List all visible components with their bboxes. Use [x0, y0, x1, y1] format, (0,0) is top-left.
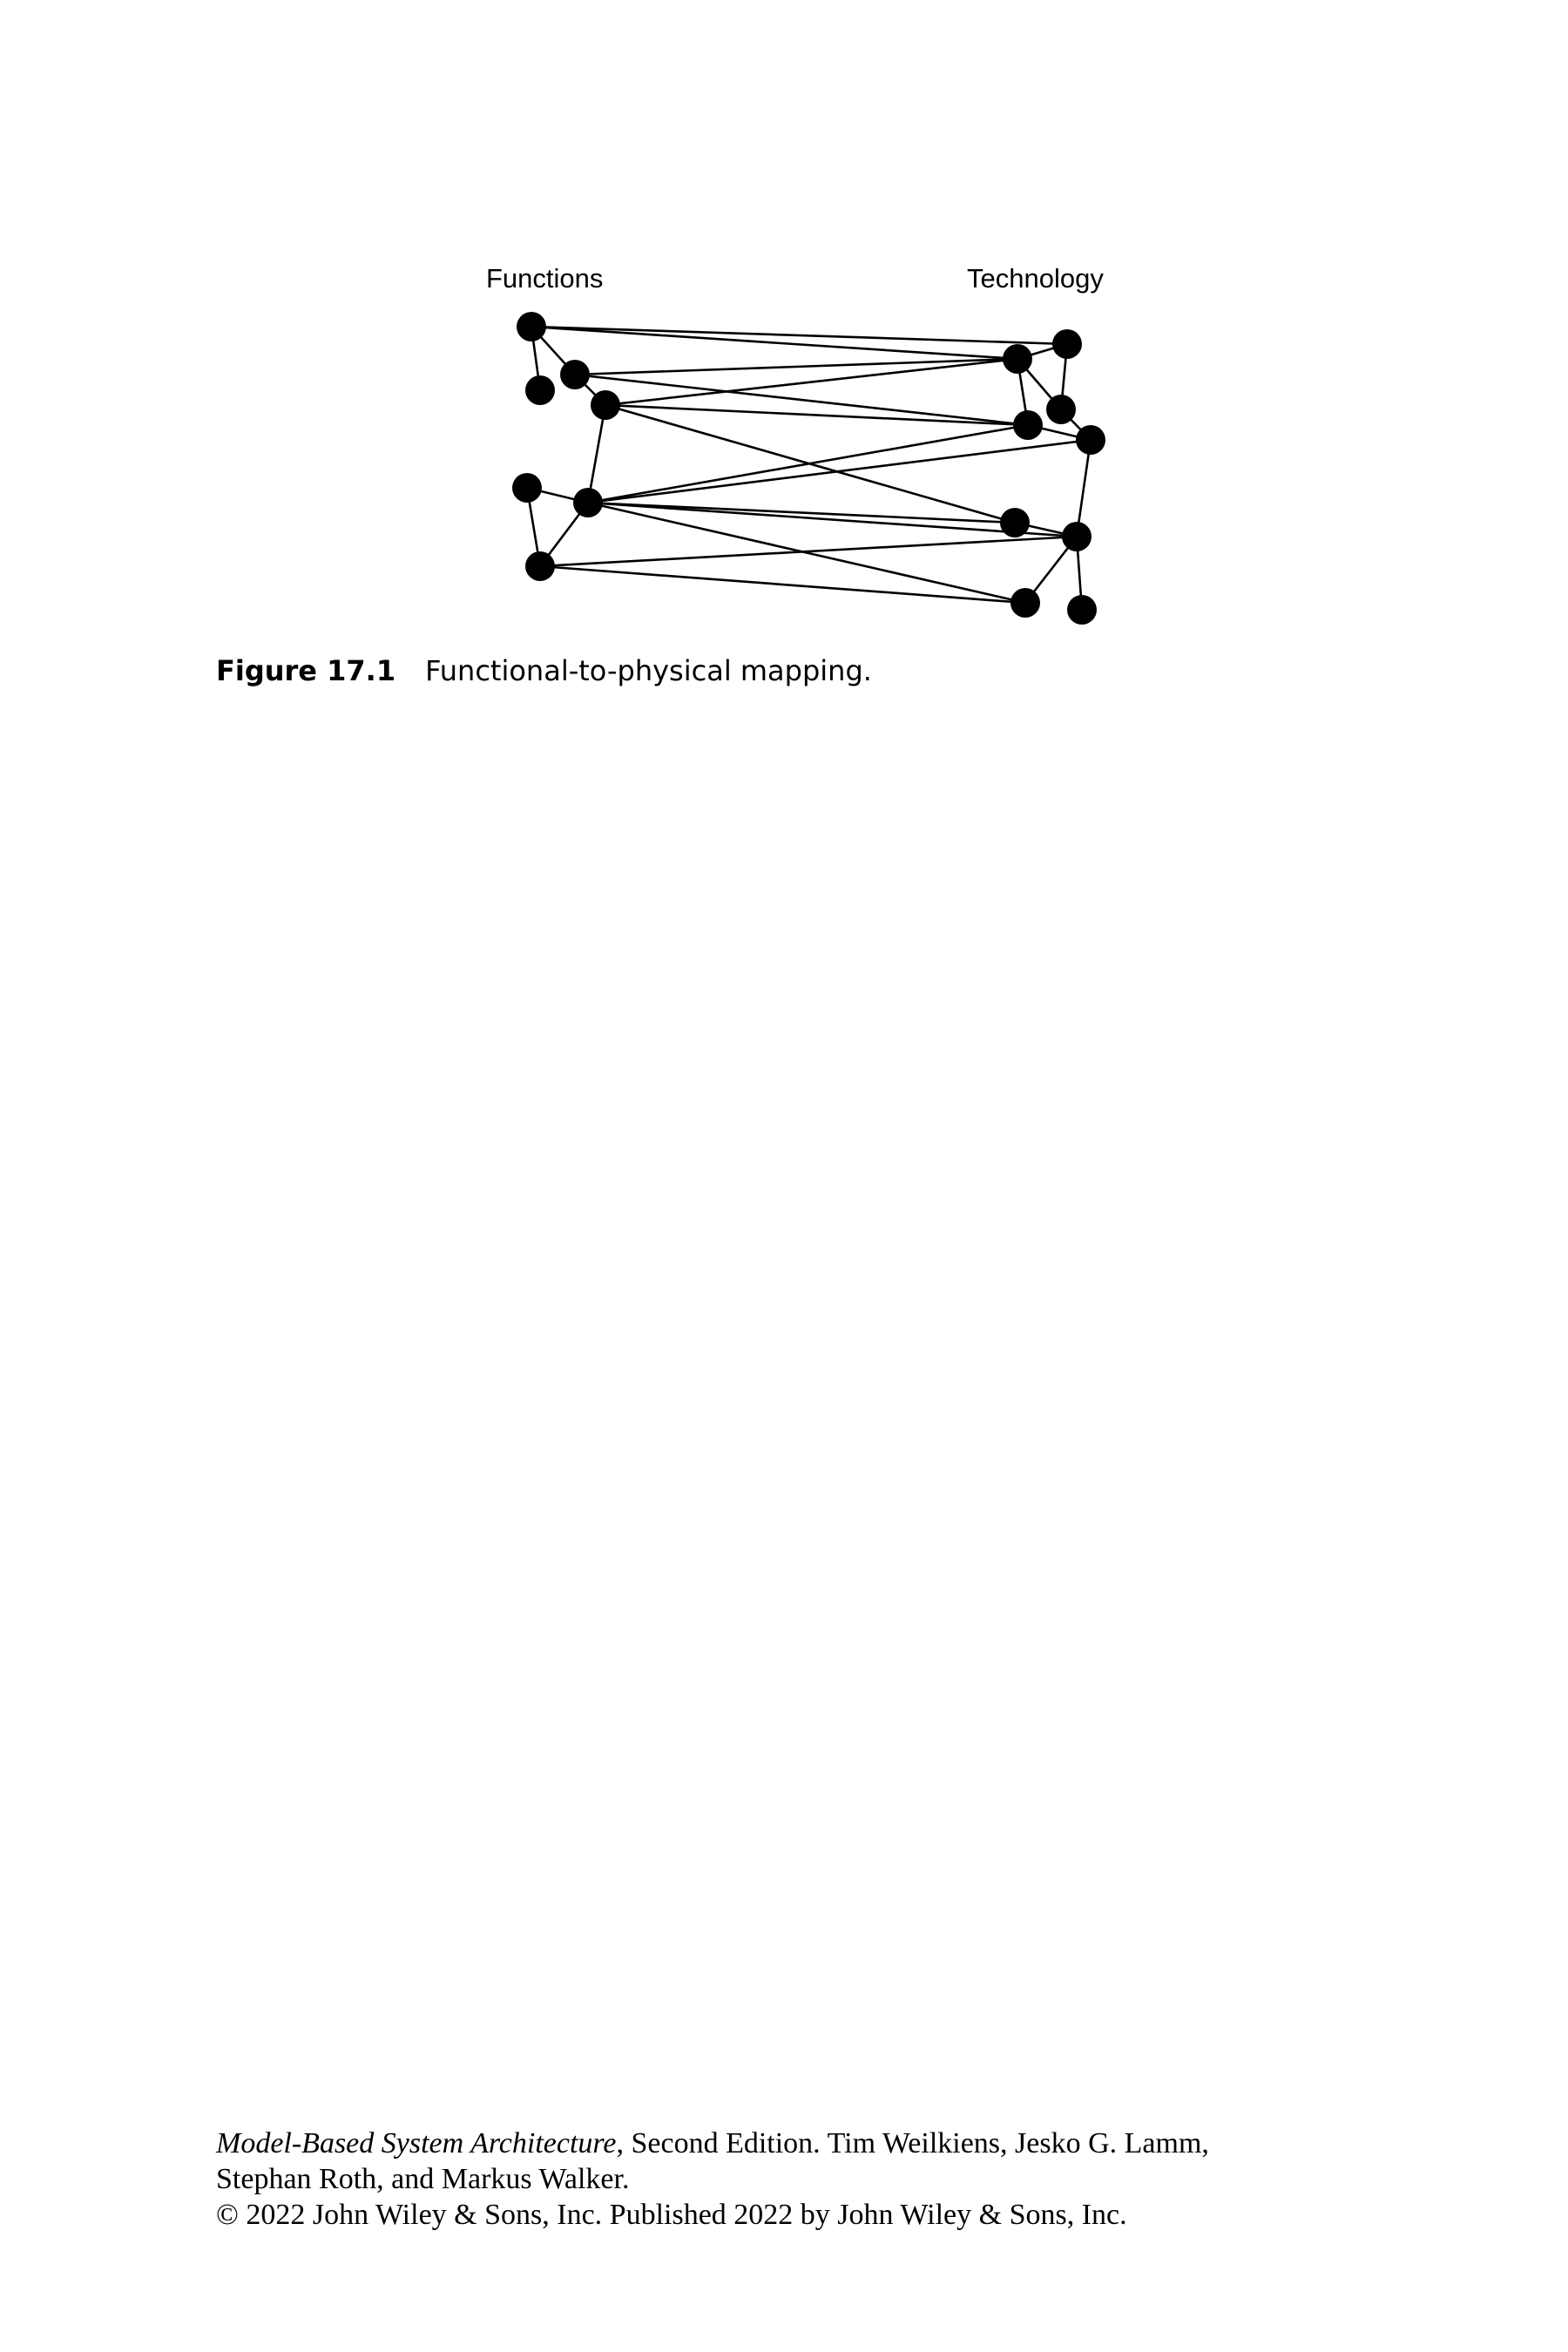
- book-title: Model-Based System Architecture: [216, 2127, 617, 2159]
- function-node-f5: [512, 473, 542, 503]
- technology-label: Technology: [967, 263, 1104, 294]
- caption-label: Figure 17.1: [216, 654, 396, 687]
- caption-text: Functional-to-physical mapping.: [425, 654, 872, 687]
- technology-node-t2: [1003, 344, 1032, 374]
- mapping-figure: [470, 253, 1132, 636]
- edge-f1-t2: [531, 327, 1017, 359]
- edge-f7-t8: [540, 566, 1025, 603]
- edge-f7-t7: [540, 537, 1077, 566]
- node-layer: [512, 312, 1105, 625]
- technology-node-t5: [1076, 425, 1105, 455]
- technology-node-t3: [1046, 395, 1076, 424]
- functions-label: Functions: [486, 263, 604, 294]
- technology-node-t7: [1062, 522, 1092, 551]
- figure-caption: [216, 652, 872, 690]
- edge-f6-t4: [588, 425, 1028, 503]
- footer-line-3: © 2022 John Wiley & Sons, Inc. Published 2022 by John Wiley & Sons, Inc.: [216, 2199, 1127, 2231]
- technology-node-t9: [1067, 595, 1097, 625]
- footer-line-1-rest: , Second Edition. Tim Weilkiens, Jesko G. Lamm,: [616, 2127, 1209, 2159]
- copyright-footer: [216, 2126, 1348, 2233]
- edge-f4-f6: [588, 405, 605, 503]
- footer-line-1: [216, 2126, 1348, 2161]
- function-node-f7: [525, 551, 555, 581]
- edge-f1-t1: [531, 327, 1067, 344]
- edge-f6-t6: [588, 503, 1015, 523]
- function-node-f3: [525, 375, 555, 405]
- function-node-f1: [517, 312, 546, 341]
- mapping-graph: [470, 253, 1132, 636]
- function-node-f6: [573, 488, 603, 517]
- edge-f6-t5: [588, 440, 1091, 503]
- technology-node-t8: [1010, 588, 1040, 618]
- technology-node-t1: [1052, 329, 1082, 359]
- technology-node-t6: [1000, 508, 1030, 537]
- function-node-f4: [591, 390, 620, 420]
- edge-layer: [527, 327, 1091, 610]
- technology-node-t4: [1013, 410, 1043, 440]
- function-node-f2: [560, 360, 590, 389]
- footer-line-2: Stephan Roth, and Markus Walker.: [216, 2163, 630, 2195]
